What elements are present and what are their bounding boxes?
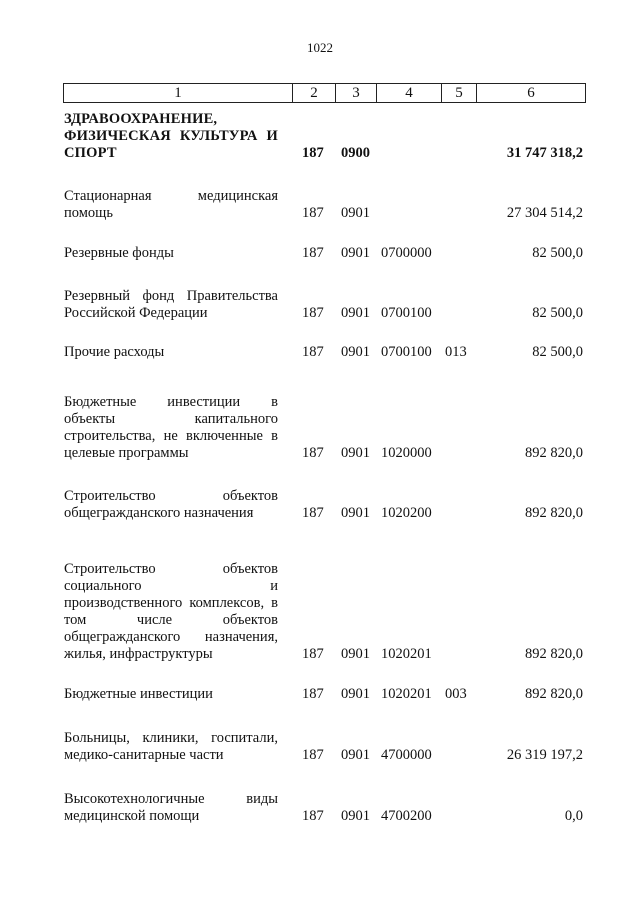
column-header-3: 3	[336, 84, 377, 102]
row-description	[64, 561, 278, 663]
desc-line: Строительство объектов	[64, 561, 278, 577]
table-row	[64, 288, 586, 322]
column-header-4: 4	[377, 84, 442, 102]
table-row	[64, 561, 586, 663]
ministry-code: 187	[302, 205, 324, 221]
table-row	[64, 344, 586, 361]
expense-type-code: 003	[445, 686, 467, 702]
table-row	[64, 488, 586, 522]
table-row	[64, 245, 586, 262]
table-row-section-heading	[64, 111, 586, 163]
row-description	[64, 488, 278, 522]
target-code: 1020200	[381, 505, 432, 521]
ministry-code: 187	[302, 505, 324, 521]
column-header-6: 6	[527, 85, 535, 101]
ministry-code: 187	[302, 646, 324, 662]
row-description	[64, 686, 278, 703]
desc-line: Бюджетные инвестиции в	[64, 394, 278, 410]
ministry-code: 187	[302, 344, 324, 360]
table-row	[64, 686, 586, 703]
desc-line: производственного комплексов, в	[64, 595, 278, 611]
section-code: 0901	[341, 646, 370, 662]
target-code: 1020201	[381, 646, 432, 662]
section-code: 0901	[341, 505, 370, 521]
amount: 0,0	[564, 808, 583, 824]
desc-line: ЗДРАВООХРАНЕНИЕ,	[64, 111, 218, 127]
section-code: 0900	[341, 145, 370, 161]
desc-line: целевые программы	[64, 445, 189, 461]
section-code: 0901	[341, 245, 370, 261]
desc-line: общегражданского назначения	[64, 505, 254, 521]
target-code: 0700100	[381, 344, 432, 360]
desc-line: строительства, не включенные в	[64, 428, 278, 444]
row-description	[64, 245, 278, 262]
section-code: 0901	[341, 445, 370, 461]
row-description	[64, 730, 278, 764]
amount: 27 304 514,2	[506, 205, 583, 221]
amount: 892 820,0	[525, 445, 583, 461]
row-description	[64, 394, 278, 462]
column-header-2: 2	[293, 84, 336, 102]
row-description	[64, 288, 278, 322]
table-row	[64, 791, 586, 825]
desc-line: Больницы, клиники, госпитали,	[64, 730, 278, 746]
target-code: 1020000	[381, 445, 432, 461]
desc-line: Высокотехнологичные виды	[64, 791, 278, 807]
desc-line: медицинской помощи	[64, 808, 200, 824]
page-number: 1022	[307, 40, 333, 55]
target-code: 4700000	[381, 747, 432, 763]
desc-line: Стационарная медицинская	[64, 188, 278, 204]
amount: 82 500,0	[532, 245, 583, 261]
table-row	[64, 730, 586, 764]
desc-line: объекты капитального	[64, 411, 278, 427]
expense-type-code: 013	[445, 344, 467, 360]
ministry-code: 187	[302, 245, 324, 261]
amount: 892 820,0	[525, 505, 583, 521]
desc-line: медико-санитарные части	[64, 747, 224, 763]
desc-line: ФИЗИЧЕСКАЯ КУЛЬТУРА И	[64, 128, 278, 144]
desc-line: Резервный фонд Правительства	[64, 288, 278, 304]
column-header-1: 1	[64, 84, 293, 102]
desc-line: том числе объектов	[64, 612, 278, 628]
amount: 892 820,0	[525, 686, 583, 702]
section-code: 0901	[341, 686, 370, 702]
desc-line: общегражданского назначения,	[64, 629, 278, 645]
desc-line: социального и	[64, 578, 278, 594]
amount: 892 820,0	[525, 646, 583, 662]
section-code: 0901	[341, 747, 370, 763]
desc-line: Резервные фонды	[64, 245, 174, 261]
ministry-code: 187	[302, 305, 324, 321]
amount: 82 500,0	[532, 344, 583, 360]
ministry-code: 187	[302, 686, 324, 702]
row-description	[64, 791, 278, 825]
amount: 82 500,0	[532, 305, 583, 321]
desc-line: Прочие расходы	[64, 344, 165, 360]
column-header-5: 5	[442, 84, 477, 102]
ministry-code: 187	[302, 747, 324, 763]
column-header-row	[63, 83, 586, 103]
ministry-code: 187	[302, 145, 324, 161]
desc-line: СПОРТ	[64, 145, 117, 161]
desc-line: Бюджетные инвестиции	[64, 686, 213, 702]
desc-line: помощь	[64, 205, 113, 221]
target-code: 0700100	[381, 305, 432, 321]
table-row	[64, 394, 586, 462]
table-row	[64, 188, 586, 222]
target-code: 1020201	[381, 686, 432, 702]
target-code: 0700000	[381, 245, 432, 261]
section-code: 0901	[341, 344, 370, 360]
amount: 31 747 318,2	[506, 145, 583, 161]
target-code: 4700200	[381, 808, 432, 824]
row-description	[64, 344, 278, 361]
ministry-code: 187	[302, 808, 324, 824]
section-code: 0901	[341, 808, 370, 824]
row-description	[64, 111, 278, 162]
amount: 26 319 197,2	[506, 747, 583, 763]
desc-line: жилья, инфраструктуры	[64, 646, 213, 662]
row-description	[64, 188, 278, 222]
section-code: 0901	[341, 205, 370, 221]
desc-line: Российской Федерации	[64, 305, 208, 321]
section-code: 0901	[341, 305, 370, 321]
desc-line: Строительство объектов	[64, 488, 278, 504]
ministry-code: 187	[302, 445, 324, 461]
